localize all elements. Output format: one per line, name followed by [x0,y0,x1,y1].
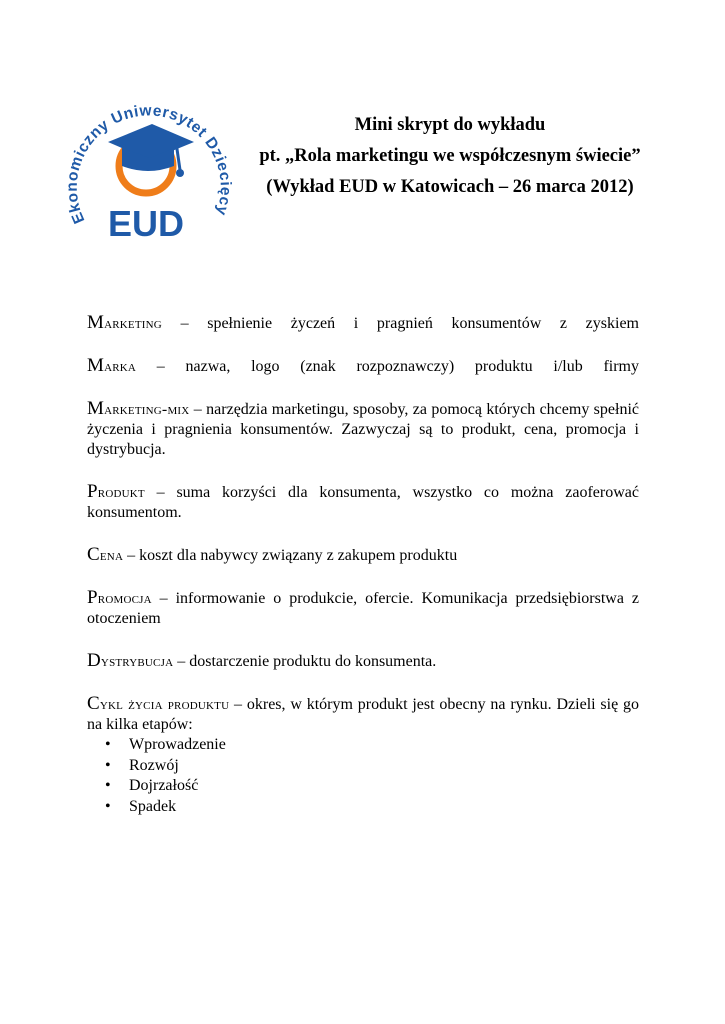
term-marka: Marka [87,355,137,376]
definition-cena [87,545,639,566]
title-line-3: (Wykład EUD w Katowicach – 26 marca 2012) [266,177,634,197]
definition-text: – suma korzyści dla konsumenta, wszystko co można zaoferować konsumentom. [87,484,639,521]
definition-produkt [87,482,639,523]
title-line-1: Mini skrypt do wykładu [354,115,546,135]
definition-text: – okres, w którym produkt jest obecny na rynku. Dzieli się go na kilka etapów: [87,696,639,733]
document-title [240,110,660,203]
definition-promocja [87,588,639,629]
definition-dystrybucja [87,651,639,672]
list-item: • Rozwój [105,756,639,777]
term-marketing-mix: Marketing-mix [87,398,190,419]
definition-text: – spełnienie życzeń i pragnień konsumentów z zyskiem [161,315,639,332]
logo-initials: EUD [107,203,185,244]
term-dystrybucja: Dystrybucja [87,650,174,671]
list-item: • Dojrzałość [105,776,639,797]
term-produkt: Produkt [87,481,145,502]
term-cena: Cena [87,544,124,565]
stages-list [87,735,639,817]
definition-text: – koszt dla nabywcy związany z zakupem produktu [123,547,458,564]
definition-marka [87,356,639,377]
term-promocja: Promocja [87,587,152,608]
definition-marketing [87,313,639,334]
definition-text: – informowanie o produkcie, ofercie. Komunikacja przedsiębiorstwa z otoczeniem [87,590,639,627]
definition-text: – narzędzia marketingu, sposoby, za pomocą których chcemy spełnić życzenia i pragnienia konsumentów. Zazwyczaj są to produkt, cena, promocja i dystrybucja. [87,401,639,458]
list-item: • Wprowadzenie [105,735,639,756]
definition-marketing-mix [87,399,639,460]
definition-text: – nazwa, logo (znak rozpoznawczy) produktu i/lub firmy [136,358,639,375]
definitions-list [87,313,639,817]
term-marketing: Marketing [87,312,162,333]
definition-cykl-zycia [87,694,639,735]
list-item: • Spadek [105,797,639,818]
eud-logo [58,76,234,252]
term-cykl-zycia-produktu: Cykl życia produktu [87,693,230,714]
title-line-2: pt. „Rola marketingu we współczesnym świecie” [259,146,641,166]
logo-arc-text: Ekonomiczny Uniwersytet Dziecięcy [63,102,234,226]
definition-text: – dostarczenie produktu do konsumenta. [173,653,437,670]
